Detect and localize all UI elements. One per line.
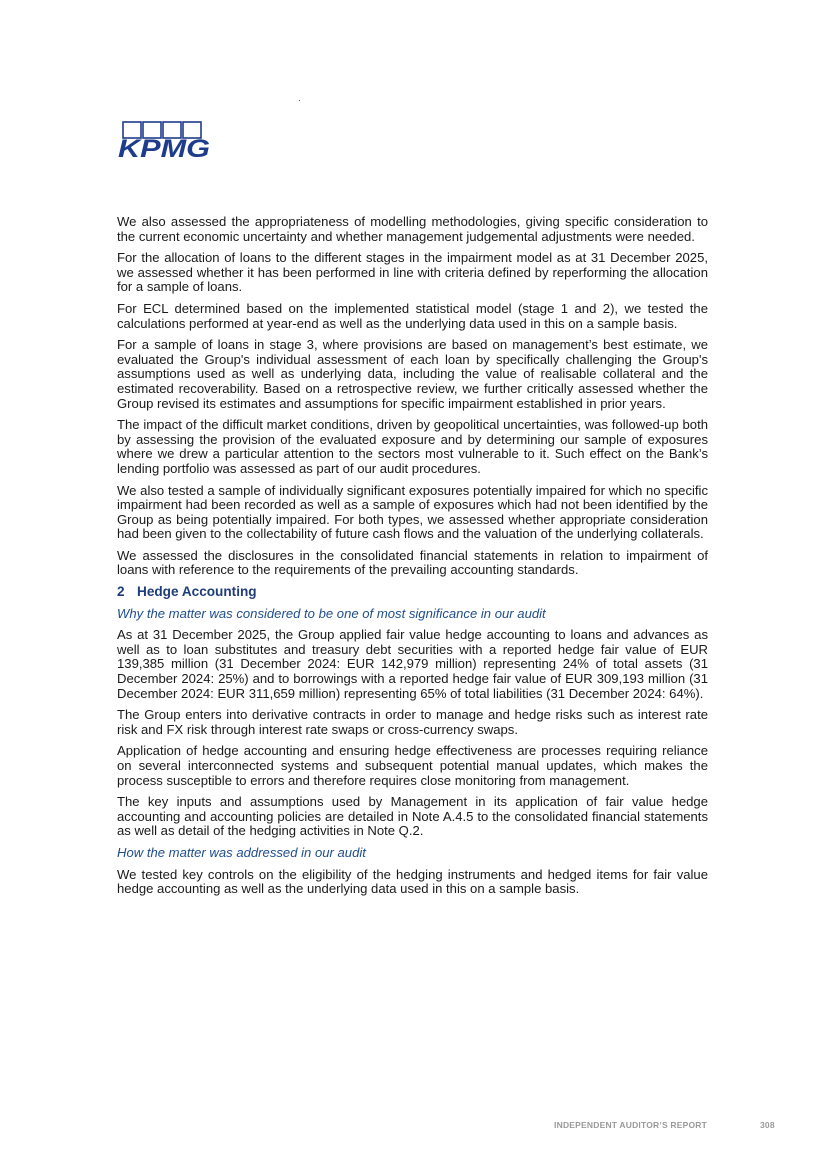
stray-dot xyxy=(299,100,300,101)
paragraph: The key inputs and assumptions used by Management in its application of fair value hedge accounting and accounting policies are detailed in Note A.4.5 to the consolidated financial statements as well as detail of the hedging activities in Note Q.2. xyxy=(117,794,708,839)
section-heading xyxy=(117,585,708,600)
report-body xyxy=(117,215,708,904)
paragraph: The impact of the difficult market conditions, driven by geopolitical uncertainties, was followed-up both by assessing the provision of the evaluated exposure and by determining our sample of exposures where we drew a particular attention to the sectors most vulnerable to it. Such effect on the Bank’s lending portfolio was assessed as part of our audit procedures. xyxy=(117,417,708,476)
footer-report-title: INDEPENDENT AUDITOR’S REPORT xyxy=(554,1120,707,1130)
kpmg-logo-text: KPMG xyxy=(118,135,210,161)
paragraph: For ECL determined based on the implemented statistical model (stage 1 and 2), we tested the calculations performed at year-end as well as the underlying data used in this on a sample basis. xyxy=(117,300,708,331)
paragraph: We also assessed the appropriateness of modelling methodologies, giving specific consideration to the current economic uncertainty and whether management judgemental adjustments were needed. xyxy=(117,214,708,244)
paragraph: For the allocation of loans to the different stages in the impairment model as at 31 December 2025, we assessed whether it has been performed in line with criteria defined by reperforming the allocation for a sample of loans. xyxy=(117,250,708,295)
how-subheading: How the matter was addressed in our audit xyxy=(117,844,366,860)
kpmg-logo-graphic xyxy=(117,121,212,161)
paragraph: We also tested a sample of individually significant exposures potentially impaired for which no specific impairment had been recorded as well as a sample of exposures which had not been identified by the Group as being potentially impaired. For both types, we assessed whether appropriate consideration had been given to the collectability of future cash flows and the valuation of the underlying collaterals. xyxy=(117,482,708,542)
page-footer xyxy=(0,1120,825,1134)
why-subheading: Why the matter was considered to be one of most significance in our audit xyxy=(117,605,546,621)
paragraph: We assessed the disclosures in the consolidated financial statements in relation to impairment of loans with reference to the requirements of the prevailing accounting standards. xyxy=(117,547,708,578)
paragraph: For a sample of loans in stage 3, where provisions are based on management’s best estimate, we evaluated the Group's individual assessment of each loan by specifically challenging the Group's assumptions used as well as underlying data, including the value of realisable collateral and the estimated recoverability. Based on a retrospective review, we further critically assessed whether the Group revised its estimates and assumptions for specific impairment established in prior years. xyxy=(117,337,708,411)
paragraph: Application of hedge accounting and ensuring hedge effectiveness are processes requiring reliance on several interconnected systems and subsequent potential manual updates, which makes the process susceptible to errors and therefore requires close monitoring from management. xyxy=(117,743,708,788)
page-number: 308 xyxy=(760,1120,775,1130)
paragraph: The Group enters into derivative contracts in order to manage and hedge risks such as interest rate risk and FX risk through interest rate swaps or cross-currency swaps. xyxy=(117,707,708,737)
section-number: 2 xyxy=(117,584,125,600)
paragraph: As at 31 December 2025, the Group applied fair value hedge accounting to loans and advances as well as to loan substitutes and treasury debt securities with a reported hedge fair value of EUR 139,385 million (31 December 2024: EUR 142,979 million) representing 24% of total assets (31 December 2024: 25%) and to borrowings with a reported hedge fair value of EUR 309,193 million (31 December 2024: EUR 311,659 million) representing 65% of total liabilities (31 December 2024: 64%). xyxy=(117,627,708,701)
paragraph: We tested key controls on the eligibility of the hedging instruments and hedged items for fair value hedge accounting as well as the underlying data used in this on a sample basis. xyxy=(117,866,708,897)
kpmg-logo xyxy=(117,121,212,161)
section-title: Hedge Accounting xyxy=(137,584,257,600)
